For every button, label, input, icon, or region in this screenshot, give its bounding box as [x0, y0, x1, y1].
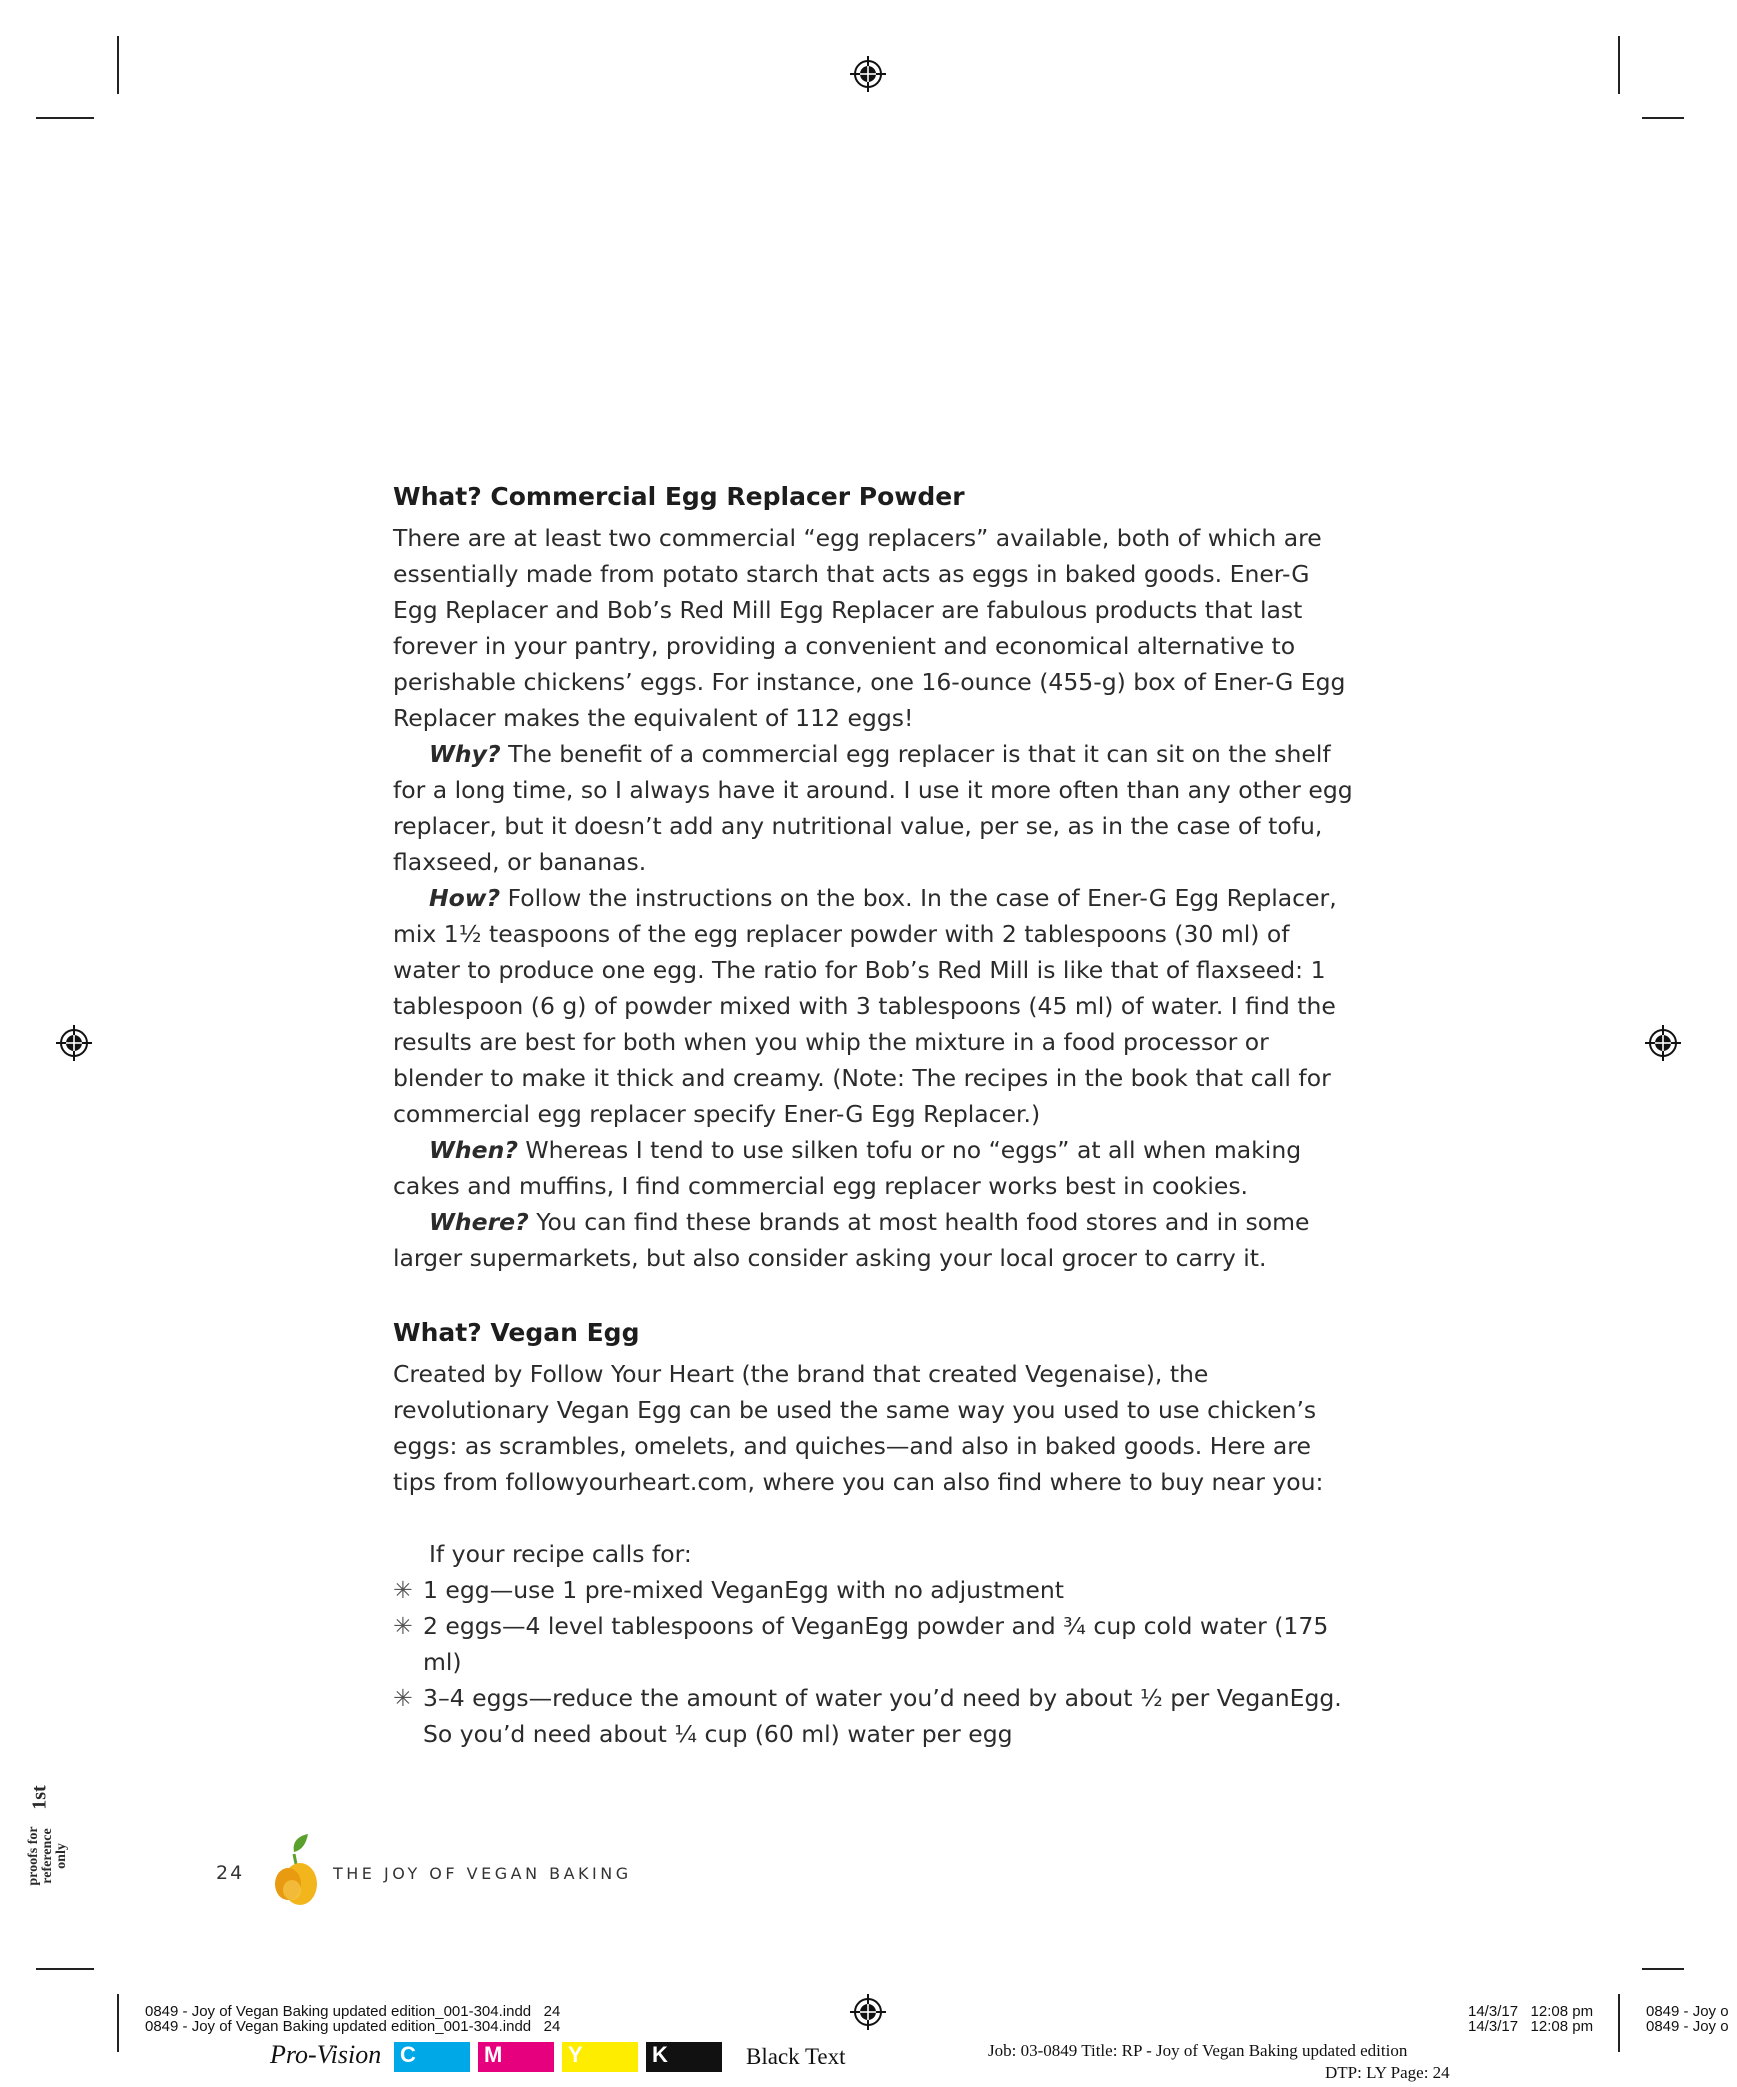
registration-mark-icon — [1645, 1025, 1681, 1061]
lead-in: When? — [429, 1136, 518, 1164]
proofs-text: only — [54, 1843, 69, 1869]
running-title: THE JOY OF VEGAN BAKING — [333, 1864, 632, 1883]
proofs-stamp — [18, 1780, 78, 1910]
list-item-text: 2 eggs—4 level tablespoons of VeganEgg powder and ¾ cup cold water (175 ml) — [423, 1612, 1329, 1676]
slug-file-line: 0849 - Joy of Vegan Baking updated edition_001-304.indd 24 — [145, 2018, 561, 2035]
list-item — [393, 1608, 1353, 1680]
body-paragraph: There are at least two commercial “egg replacers” available, both of which are essentially made from potato starch that acts as eggs in baked goods. Ener-G Egg Replacer and Bob’s Red Mill Egg Replacer are fabulous products that last forever in your pantry, providing a convenient and economical alternative to perishable chickens’ eggs. For instance, one 16-ounce (455-g) box of Ener-G Egg Replacer makes the equivalent of 112 eggs! — [393, 524, 1346, 732]
crop-mark — [36, 117, 94, 119]
crop-mark — [1618, 36, 1620, 94]
job-line: Job: 03-0849 Title: RP - Joy of Vegan Baking updated edition — [988, 2041, 1408, 2060]
spacer — [393, 1500, 1353, 1536]
paragraph-text: The benefit of a commercial egg replacer is that it can sit on the shelf for a long time, so I always have it around. I use it more often than any other egg replacer, but it doesn’t add any nutritional value, per se, as in the case of tofu, flaxseed, or bananas. — [393, 740, 1353, 876]
section-heading: What? Commercial Egg Replacer Powder — [393, 482, 965, 511]
paragraph-text: Whereas I tend to use silken tofu or no “eggs” at all when making cakes and muffins, I find commercial egg replacer works best in cookies. — [393, 1136, 1302, 1200]
article-body — [393, 474, 1353, 1752]
lead-in: How? — [429, 884, 501, 912]
body-paragraph — [393, 1204, 1353, 1276]
body-paragraph — [393, 880, 1353, 1132]
crop-mark — [1642, 1968, 1684, 1970]
asterisk-bullet-icon: ✳ — [393, 1612, 413, 1640]
slug-right-clip: 0849 - Joy o — [1646, 2003, 1729, 2020]
black-text-label: Black Text — [746, 2044, 846, 2069]
slug-file-line: 0849 - Joy of Vegan Baking updated edition_001-304.indd 24 — [145, 2003, 561, 2020]
section-heading: What? Vegan Egg — [393, 1318, 640, 1347]
swatch-yellow: Y — [562, 2042, 638, 2072]
swatch-magenta: M — [478, 2042, 554, 2072]
paragraph-text: You can find these brands at most health food stores and in some larger supermarkets, but also consider asking your local grocer to carry it. — [393, 1208, 1310, 1272]
page-number: 24 — [216, 1862, 245, 1884]
spacer — [393, 1276, 1353, 1310]
registration-mark-icon — [850, 56, 886, 92]
list-item-text: 1 egg—use 1 pre-mixed VeganEgg with no adjustment — [423, 1576, 1064, 1604]
lemon-logo-icon — [270, 1834, 322, 1910]
swatch-cyan: C — [394, 2042, 470, 2072]
slug-date-line: 14/3/17 12:08 pm — [1468, 2003, 1594, 2020]
list-item — [393, 1680, 1353, 1752]
body-paragraph: Created by Follow Your Heart (the brand that created Vegenaise), the revolutionary Vegan Egg can be used the same way you used to use chicken’s eggs: as scrambles, omelets, and quiches—and also in baked goods. Here are tips from followyourheart.com, where you can also find where to buy near you: — [393, 1360, 1324, 1496]
registration-mark-icon — [56, 1025, 92, 1061]
crop-mark — [1618, 1994, 1620, 2052]
crop-mark — [1642, 117, 1684, 119]
provision-logo: Pro-Vision — [270, 2040, 382, 2069]
list-item — [393, 1572, 1353, 1608]
proofs-text: reference — [40, 1828, 55, 1884]
registration-mark-icon — [850, 1994, 886, 2030]
asterisk-bullet-icon: ✳ — [393, 1576, 413, 1604]
crop-mark — [36, 1968, 94, 1970]
dtp-line: DTP: LY Page: 24 — [1325, 2063, 1450, 2082]
swatch-black: K — [646, 2042, 722, 2072]
list-intro: If your recipe calls for: — [429, 1540, 692, 1568]
paragraph-text: Follow the instructions on the box. In the case of Ener-G Egg Replacer, mix 1½ teaspoons of the egg replacer powder with 2 tablespoons (30 ml) of water to produce one egg. The ratio for Bob’s Red Mill is like that of flaxseed: 1 tablespoon (6 g) of powder mixed with 3 tablespoons (45 ml) of water. I find the results are best for both when you whip the mixture in a food processor or blender to make it thick and creamy. (Note: The recipes in the book that call for commercial egg replacer specify Ener-G Egg Replacer.) — [393, 884, 1337, 1128]
lead-in: Where? — [429, 1208, 529, 1236]
lead-in: Why? — [429, 740, 501, 768]
proofs-text: proofs for — [26, 1826, 41, 1886]
crop-mark — [117, 36, 119, 94]
proofs-badge: 1st — [28, 1785, 51, 1810]
asterisk-bullet-icon: ✳ — [393, 1684, 413, 1712]
crop-mark — [117, 1994, 119, 2052]
slug-date-line: 14/3/17 12:08 pm — [1468, 2018, 1594, 2035]
list-item-text: 3–4 eggs—reduce the amount of water you’d need by about ½ per VeganEgg. So you’d need about ¼ cup (60 ml) water per egg — [423, 1684, 1342, 1748]
body-paragraph — [393, 1132, 1353, 1204]
tips-list — [393, 1572, 1353, 1752]
slug-right-clip: 0849 - Joy o — [1646, 2018, 1729, 2035]
body-paragraph — [393, 736, 1353, 880]
